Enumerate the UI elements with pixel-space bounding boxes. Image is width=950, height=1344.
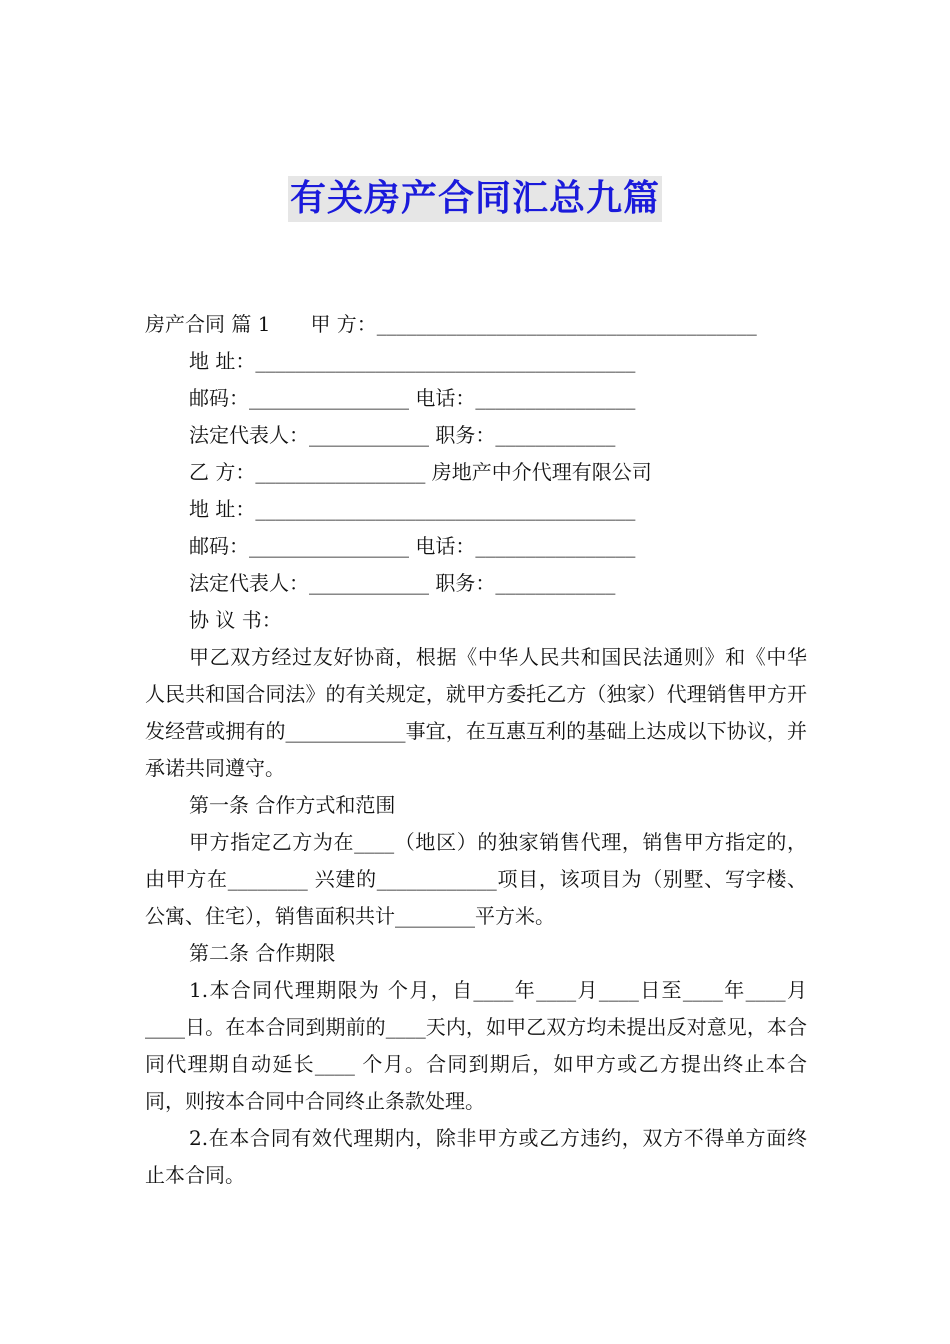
agreement-label: 协 议 书： — [189, 608, 282, 632]
article-2-title: 第二条 合作期限 — [189, 941, 336, 965]
article-2-item-2: 2.在本合同有效代理期内，除非甲方或乙方违约，双方不得单方面终止本合同。 — [145, 1126, 807, 1187]
section-label: 房产合同 篇 1 — [145, 312, 271, 336]
document-body — [145, 306, 807, 1194]
article-2-item-1: 1.本合同代理期限为 个月，自____年____月____日至____年____月____日。在本合同到期前的____天内，如甲乙双方均未提出反对意见，本合同代理期自动延长____ 个月。合同到期后，如甲方或乙方提出终止本合同，则按本合同中合同终止条款处理。 — [145, 978, 807, 1113]
party-b-representative: 法定代表人：____________ 职务：____________ — [189, 571, 616, 595]
article-1-title: 第一条 合作方式和范围 — [189, 793, 396, 817]
title-container — [0, 176, 950, 222]
party-b-name: 乙 方：_________________ 房地产中介代理有限公司 — [189, 460, 652, 484]
header-line — [145, 306, 807, 343]
party-a-name: 甲 方：______________________________________ — [310, 312, 757, 336]
party-a-representative: 法定代表人：____________ 职务：____________ — [189, 423, 616, 447]
party-b-postcode-phone: 邮码：________________ 电话：________________ — [189, 534, 636, 558]
party-a-address: 地 址：______________________________________ — [189, 349, 636, 373]
party-a-postcode-phone: 邮码：________________ 电话：________________ — [189, 386, 636, 410]
party-b-address: 地 址：______________________________________ — [189, 497, 636, 521]
document-title: 有关房产合同汇总九篇 — [288, 176, 662, 222]
article-1-body: 甲方指定乙方为在____（地区）的独家销售代理，销售甲方指定的，由甲方在________ 兴建的____________项目，该项目为（别墅、写字楼、公寓、住宅），销售面积共计________平方米。 — [145, 830, 807, 928]
intro-paragraph: 甲乙双方经过友好协商，根据《中华人民共和国民法通则》和《中华人民共和国合同法》的有关规定，就甲方委托乙方（独家）代理销售甲方开发经营或拥有的____________事宜，在互惠互利的基础上达成以下协议，并承诺共同遵守。 — [145, 645, 807, 780]
